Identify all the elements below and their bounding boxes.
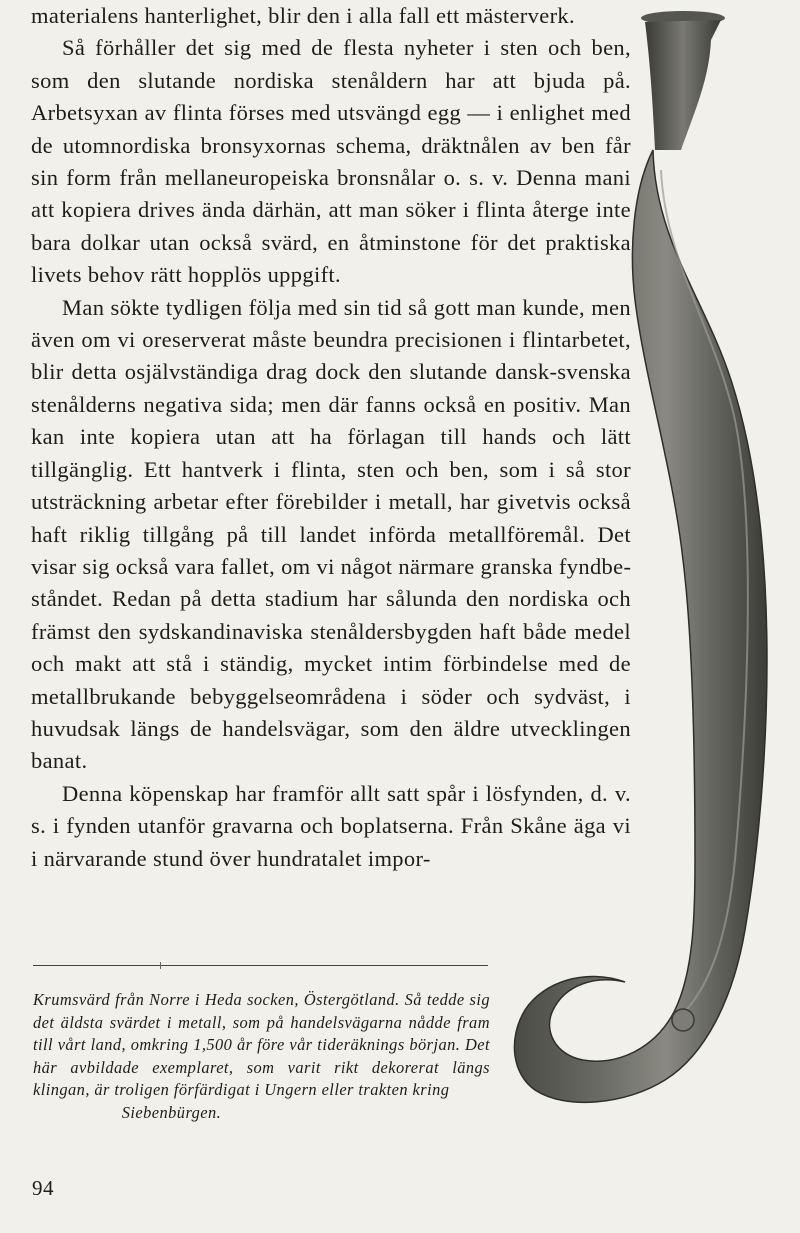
figure-caption: [33, 989, 490, 1125]
sword-rivet: [672, 1009, 694, 1031]
sword-blade: [514, 150, 767, 1102]
caption-last-line: Siebenbürgen.: [121, 1102, 222, 1122]
caption-text: Krumsvärd från Norre i Heda socken, Östergötland. Så tedde sig det äldsta svärdet i metall, som på handelsvägarna nådde fram till vårt land, omkring 1,500 år före vår tideräknings början. Det här avbildade exemplaret, som varit rikt dekorerat längs klingan, är troligen förfärdigat i Ungern eller trakten kring: [33, 990, 490, 1100]
caption-divider: [33, 965, 488, 966]
paragraph-3: Man sökte tydligen följa med sin tid så gott man kunde, men även om vi oreserverat måste beundra precisionen i flintarbetet, blir detta osjälvständiga drag dock den slutande dansk-svenska stenålderns negativa sida; men där fanns också en positiv. Man kan inte kopiera utan att ha förlagan till hands och lätt tillgänglig. Ett hantverk i flinta, sten och ben, som i så stor utsträckning arbetar efter förebilder i metall, har givetvis också haft riklig tillgång på till landet införda metallföremål. Det visar sig också vara fallet, om vi något närmare granska fyndbeståndet. Redan på detta stadium har sålunda den nordiska och främst den sydskandinaviska stenåldersbygden haft både medel och makt att stå i ständig, mycket intim förbindelse med de metallbrukande bebyggelseområdena i söder och sydväst, i huvudsak längs de handelsvägar, som den äldre utvecklingen banat.: [31, 294, 631, 774]
caption-divider-mark: [160, 962, 161, 969]
sword-illustration: [505, 0, 800, 1160]
paragraph-2: Så förhåller det sig med de flesta nyheter i sten och ben, som den slutande nordiska stenåldern har att bjuda på. Arbetsyxan av flinta förses med utsvängd egg — i enlighet med de utomnordiska bronsyxornas schema, dräktnålen av ben får sin form från mellaneuropeiska bronsnålar o. s. v. Denna mani att kopiera drives ända därhän, att man söker i flinta återge inte bara dolkar utan också svärd, en åtminstone för det praktiska livets behov rätt hopplös uppgift.: [31, 35, 631, 288]
paragraph-1: materialens hanterlighet, blir den i alla fall ett mästerverk.: [31, 3, 575, 28]
sword-hilt: [645, 20, 721, 150]
page-number: 94: [32, 1176, 54, 1200]
paragraph-4: Denna köpenskap har framför allt satt spår i lösfynden, d. v. s. i fynden utanför gravarna och boplatserna. Från Skåne äga vi i närvarande stund över hundratalet impor-: [31, 780, 631, 871]
